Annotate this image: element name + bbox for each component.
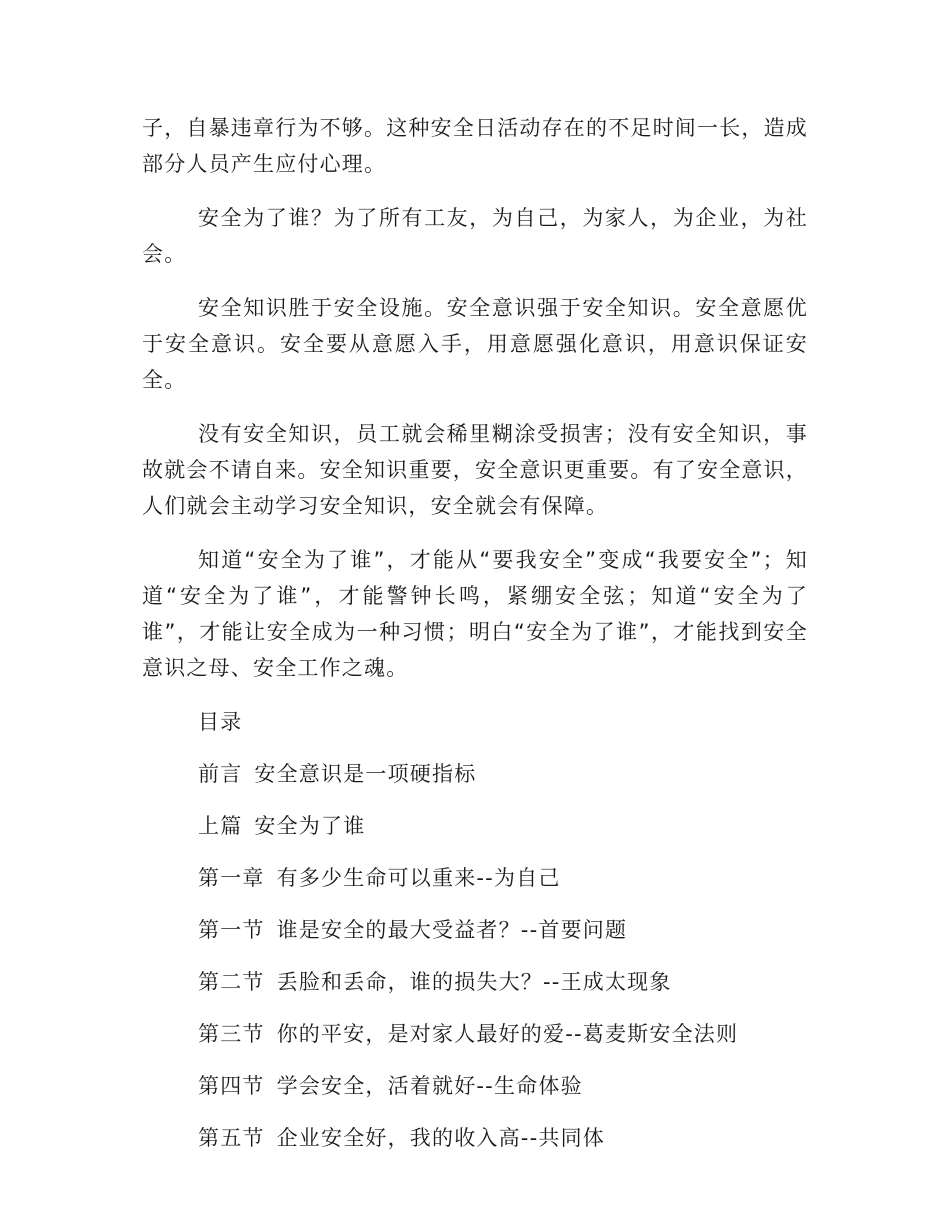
paragraph-5: 知道“安全为了谁”，才能从“要我安全”变成“我要安全”；知道“安全为了谁”，才能警钟长鸣，紧绷安全弦；知道“安全为了谁”，才能让安全成为一种习惯；明白“安全为了谁”，才能找到安全意识之母、安全工作之魂。	[142, 548, 808, 680]
toc-item-title: 有多少生命可以重来--为自己	[276, 866, 561, 890]
toc-item-chapter-1	[142, 860, 808, 896]
toc-item-section-3	[142, 1016, 808, 1052]
toc-item-number: 第三节	[198, 1022, 265, 1046]
paragraph-1: 子，自暴违章行为不够。这种安全日活动存在的不足时间一长，造成部分人员产生应付心理。	[142, 116, 808, 176]
toc-item-title: 学会安全，活着就好--生命体验	[276, 1074, 583, 1098]
toc-item-title: 丢脸和丢命，谁的损失大？--王成太现象	[276, 970, 672, 994]
table-of-contents	[142, 756, 808, 1156]
toc-item-title: 你的平安，是对家人最好的爱--葛麦斯安全法则	[276, 1022, 739, 1046]
document-body	[142, 110, 808, 1172]
toc-item-part-one	[142, 808, 808, 844]
toc-item-number: 上篇	[198, 814, 243, 838]
toc-item-number: 第五节	[198, 1126, 265, 1150]
toc-item-section-5	[142, 1120, 808, 1156]
toc-item-number: 第一章	[198, 866, 265, 890]
toc-item-number: 第一节	[198, 918, 265, 942]
toc-item-section-4	[142, 1068, 808, 1104]
toc-item-title: 安全意识是一项硬指标	[254, 762, 477, 786]
toc-item-section-2	[142, 964, 808, 1000]
paragraph-4: 没有安全知识，员工就会稀里糊涂受损害；没有安全知识，事故就会不请自来。安全知识重要，安全意识更重要。有了安全意识，人们就会主动学习安全知识，安全就会有保障。	[142, 422, 808, 518]
toc-item-title: 企业安全好，我的收入高--共同体	[276, 1126, 605, 1150]
toc-item-number: 前言	[198, 762, 243, 786]
paragraph-2: 安全为了谁？为了所有工友，为自己，为家人，为企业，为社会。	[142, 206, 808, 266]
toc-heading: 目录	[198, 710, 243, 734]
toc-item-preface	[142, 756, 808, 792]
toc-item-title: 安全为了谁	[254, 814, 366, 838]
toc-item-section-1	[142, 912, 808, 948]
toc-item-title: 谁是安全的最大受益者？--首要问题	[276, 918, 628, 942]
toc-item-number: 第二节	[198, 970, 265, 994]
toc-item-number: 第四节	[198, 1074, 265, 1098]
paragraph-3: 安全知识胜于安全设施。安全意识强于安全知识。安全意愿优于安全意识。安全要从意愿入手，用意愿强化意识，用意识保证安全。	[142, 296, 808, 392]
